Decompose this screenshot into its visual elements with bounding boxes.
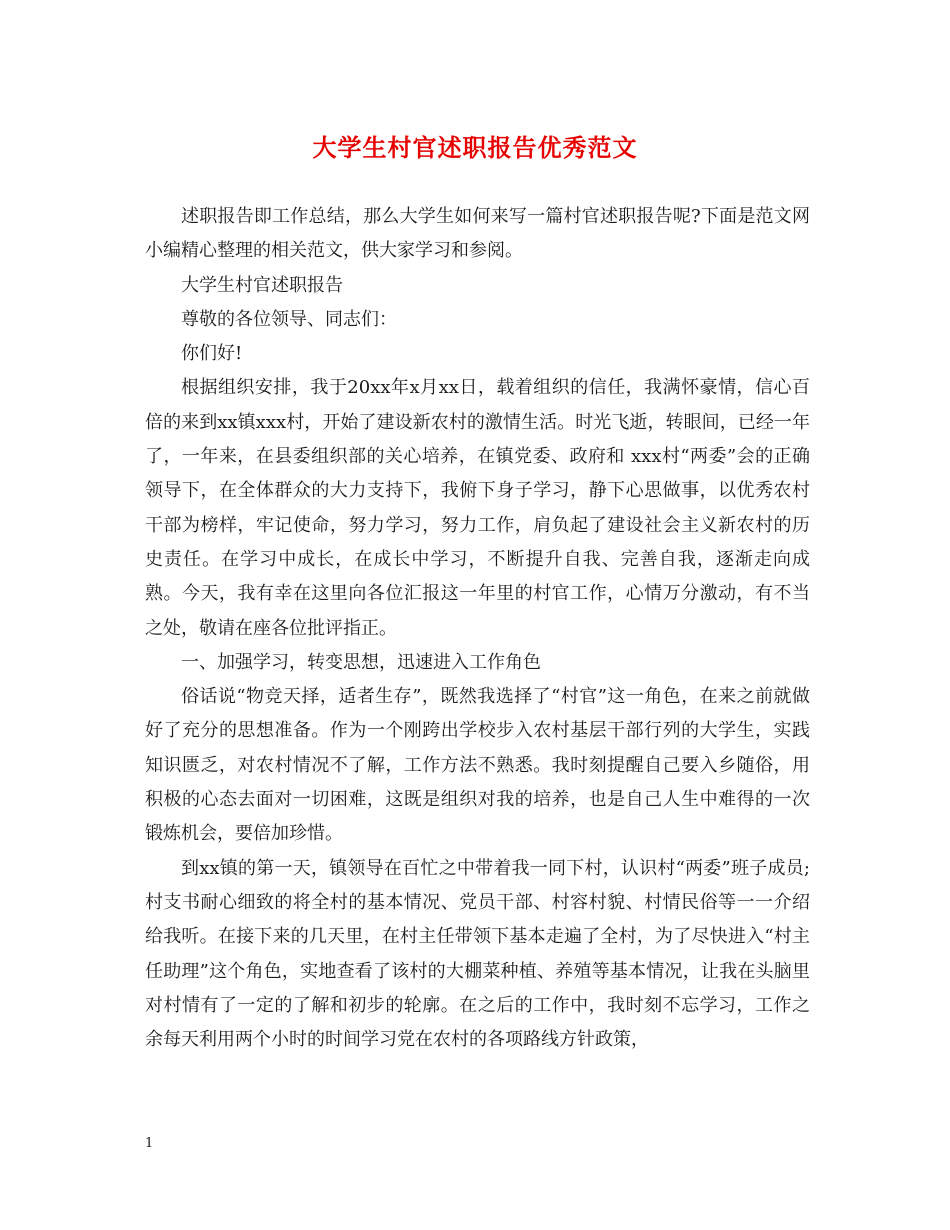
paragraph-section1-a: 俗话说“物竞天择，适者生存”，既然我选择了“村官”这一角色，在来之前就做好了充分的思想准备。作为一个刚跨出学校步入农村基层干部行列的大学生，实践知识匮乏，对农村情况不了解，工作方法不熟悉。我时刻提醒自己要入乡随俗，用积极的心态去面对一切困难，这既是组织对我的培养，也是自己人生中难得的一次锻炼机会，要倍加珍惜。 <box>145 686 810 845</box>
paragraph-greeting: 你们好! <box>181 343 243 365</box>
document-body <box>145 200 810 1057</box>
paragraph-salutation: 尊敬的各位领导、同志们： <box>181 308 397 330</box>
document-title: 大学生村官述职报告优秀范文 <box>312 133 638 162</box>
paragraph-section1-b: 到xx镇的第一天，镇领导在百忙之中带着我一同下村，认识村“两委”班子成员;村支书耐心细致的将全村的基本情况、党员干部、村容村貌、村情民俗等一一介绍给我听。在接下来的几天里，在村主任带领下基本走遍了全村，为了尽快进入“村主任助理”这个角色，实地查看了该村的大棚菜种植、养殖等基本情况，让我在头脑里对村情有了一定的了解和初步的轮廓。在之后的工作中，我时刻不忘学习，工作之余每天利用两个小时的时间学习党在农村的各项路线方针政策， <box>145 857 810 1051</box>
section-heading-1: 一、加强学习，转变思想，迅速进入工作角色 <box>181 651 541 673</box>
paragraph-report-title: 大学生村官述职报告 <box>181 274 343 296</box>
paragraph-opening: 根据组织安排，我于20xx年x月xx日，载着组织的信任，我满怀豪情，信心百倍的来到xx镇xxx村，开始了建设新农村的激情生活。时光飞逝，转眼间，已经一年了，一年来，在县委组织部的关心培养，在镇党委、政府和 xxx村“两委”会的正确领导下，在全体群众的大力支持下，我俯下身子学习，静下心思做事，以优秀农村干部为榜样，牢记使命，努力学习，努力工作，肩负起了建设社会主义新农村的历史责任。在学习中成长，在成长中学习，不断提升自我、完善自我，逐渐走向成熟。今天，我有幸在这里向各位汇报这一年里的村官工作，心情万分激动，有不当之处，敬请在座各位批评指正。 <box>145 377 810 639</box>
paragraph-intro: 述职报告即工作总结，那么大学生如何来写一篇村官述职报告呢?下面是范文网小编精心整理的相关范文，供大家学习和参阅。 <box>145 206 810 262</box>
page-number: 1 <box>145 1136 154 1151</box>
